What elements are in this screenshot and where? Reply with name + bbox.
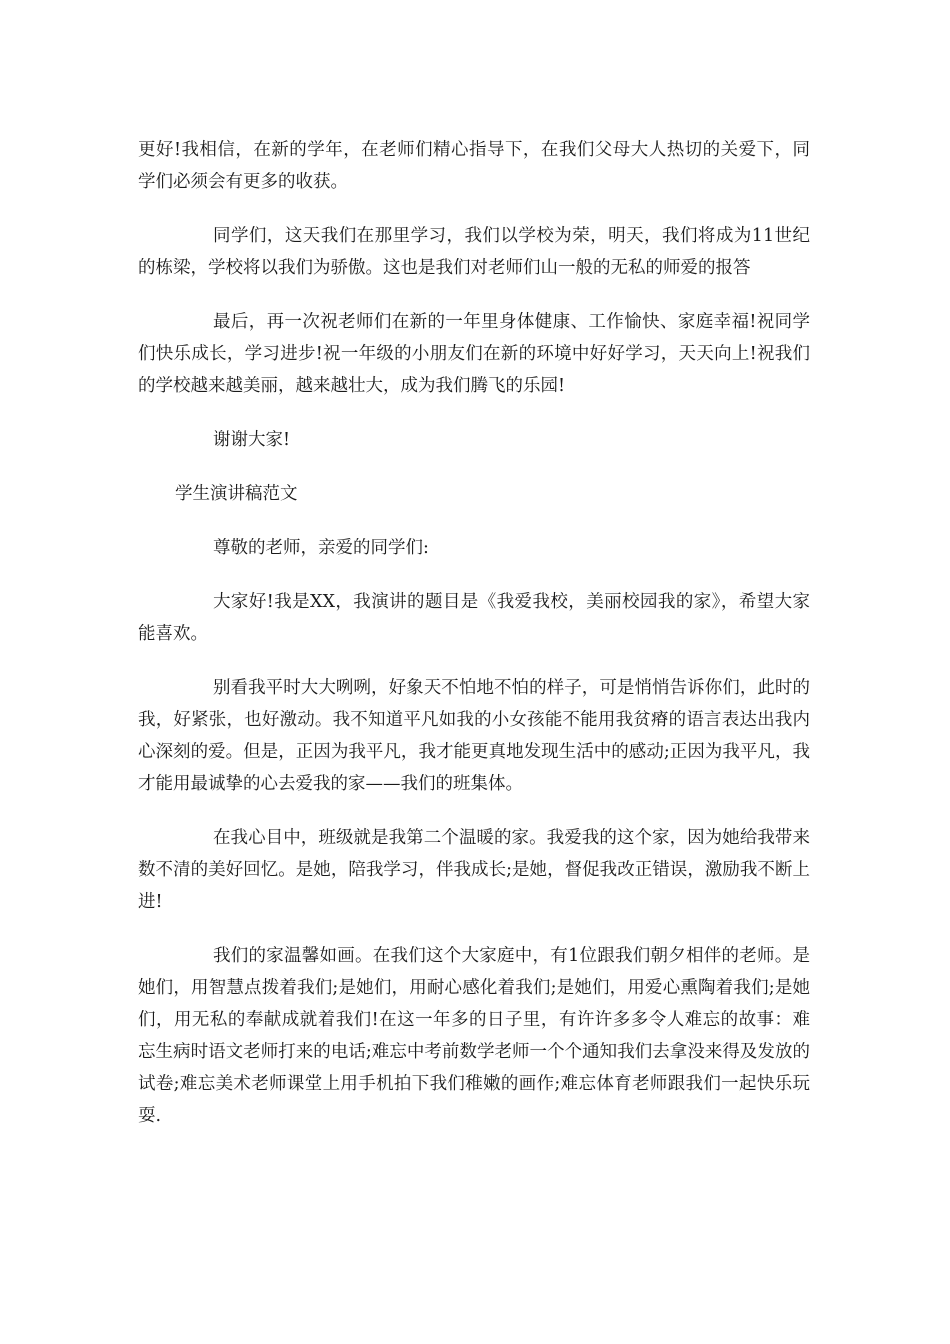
paragraph-class-home: 在我心目中，班级就是我第二个温暖的家。我爱我的这个家，因为她给我带来数不清的美好回忆。是她，陪我学习，伴我成长;是她，督促我改正错误，激励我不断上进!: [138, 828, 810, 912]
paragraph-salutation: 尊敬的老师，亲爱的同学们:: [213, 538, 429, 558]
paragraph-closing-wishes: 最后，再一次祝老师们在新的一年里身体健康、工作愉快、家庭幸福!祝同学们快乐成长，学习进步!祝一年级的小朋友们在新的环境中好好学习，天天向上!祝我们的学校越来越美丽，越来越壮大，成为我们腾飞的乐园!: [138, 312, 810, 396]
paragraph-teachers: 我们的家温馨如画。在我们这个大家庭中，有1位跟我们朝夕相伴的老师。是她们，用智慧点拨着我们;是她们，用耐心感化着我们;是她们，用爱心熏陶着我们;是她们，用无私的奉献成就着我们!在这一年多的日子里，有许许多多令人难忘的故事：难忘生病时语文老师打来的电话;难忘中考前数学老师一个个通知我们去拿没来得及发放的试卷;难忘美术老师课堂上用手机拍下我们稚嫩的画作;难忘体育老师跟我们一起快乐玩耍.: [138, 946, 810, 1126]
paragraph-thanks: 谢谢大家!: [213, 430, 291, 450]
paragraph-continuation: 更好!我相信，在新的学年，在老师们精心指导下，在我们父母大人热切的关爱下，同学们必须会有更多的收获。: [138, 140, 810, 192]
document-body: [138, 134, 810, 1154]
section-heading: 学生演讲稿范文: [175, 484, 298, 504]
paragraph-greeting: 大家好!我是XX，我演讲的题目是《我爱我校，美丽校园我的家》，希望大家能喜欢。: [138, 592, 810, 644]
paragraph-students-pride: 同学们，这天我们在那里学习，我们以学校为荣，明天，我们将成为11世纪的栋梁，学校将以我们为骄傲。这也是我们对老师们山一般的无私的师爱的报答: [138, 226, 810, 278]
paragraph-nervous: 别看我平时大大咧咧，好象天不怕地不怕的样子，可是悄悄告诉你们，此时的我，好紧张，也好激动。我不知道平凡如我的小女孩能不能用我贫瘠的语言表达出我内心深刻的爱。但是，正因为我平凡，我才能更真地发现生活中的感动;正因为我平凡，我才能用最诚挚的心去爱我的家——我们的班集体。: [138, 678, 810, 794]
